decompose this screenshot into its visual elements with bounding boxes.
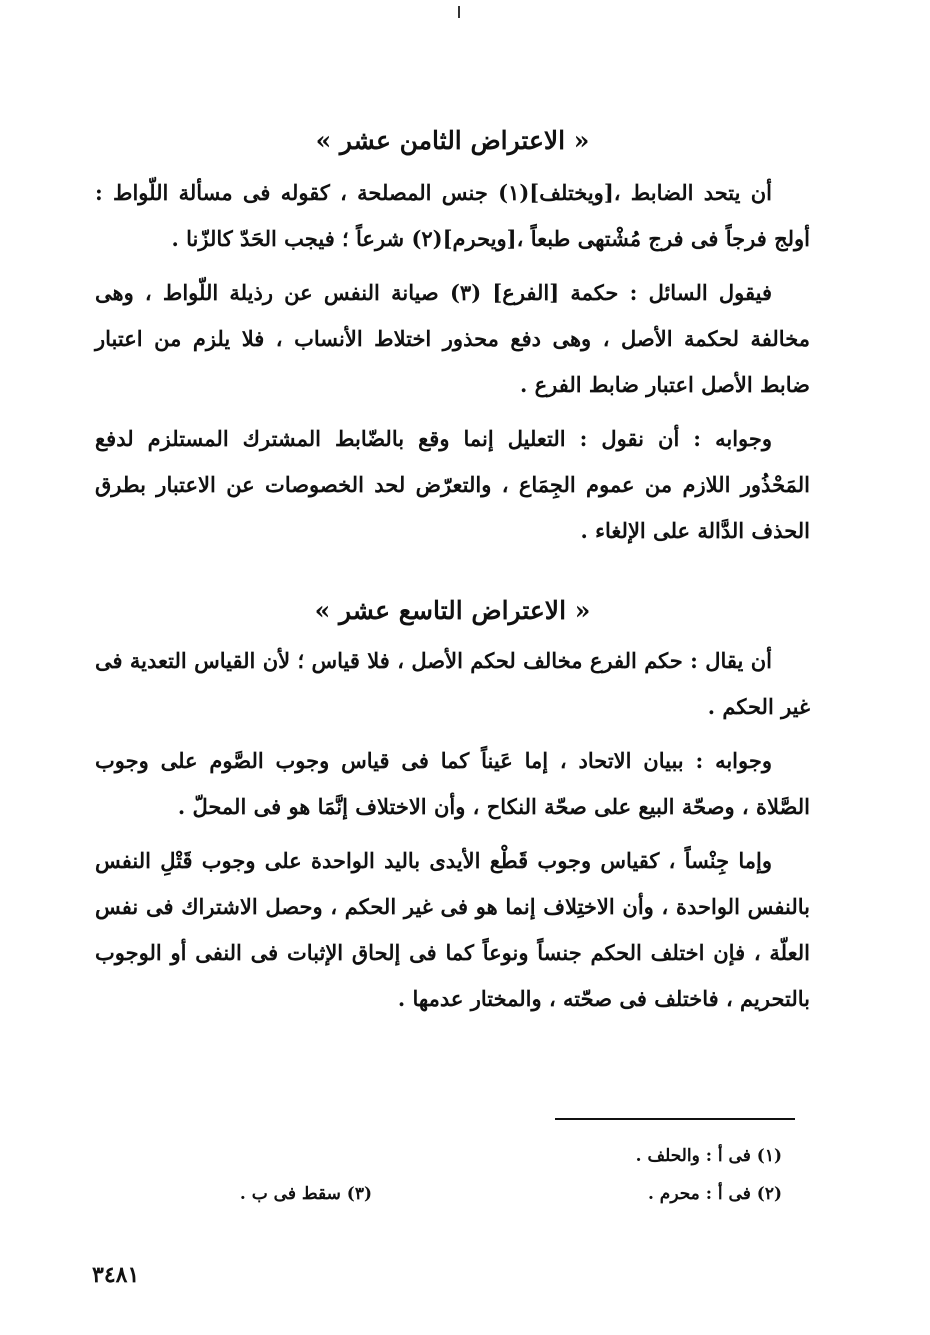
paragraph-18-1: أن يتحد الضابط ،[ويختلف](١) جنس المصلحة ، كقوله فى مسألة اللّواط : أولج فرجاً فى فرج مُشْتهى طبعاً ،[ويحرم](٢) شرعاً ؛ فيجب الحَدّ كالزّنا . [95, 180, 810, 251]
paragraph-19-1: أن يقال : حكم الفرع مخالف لحكم الأصل ، فلا قياس ؛ لأن القياس التعدية فى غير الحكم . [95, 648, 810, 719]
paragraph-18-2: فيقول السائل : حكمة [الفرع] (٣) صيانة النفس عن رذيلة اللّواط ، وهى مخالفة لحكمة الأصل ، وهى دفع محذور اختلاط الأنساب ، فلا يلزم من اعتبار ضابط الأصل اعتبار ضابط الفرع . [95, 280, 810, 397]
footnote-3: (٣) سقط فى ب . [239, 1184, 372, 1204]
paragraph-19-2: وجوابه : ببيان الاتحاد ، إما عَيناً كما فى قياس وجوب الصَّوم على وجوب الصَّلاة ، وصحّة البيع على صحّة النكاح ، وأن الاختلاف إنَّمَا هو فى المحلّ . [95, 748, 810, 819]
page-number: ٣٤٨١ [92, 1262, 140, 1288]
section-heading-18: « الاعتراض الثامن عشر » [315, 126, 590, 155]
paragraph-19-3: وإما جِنْساً ، كقياس وجوب قَطْع الأيدى باليد الواحدة على وجوب قَتْلِ النفس بالنفس الواحدة ، وأن الاختِلاف إنما هو فى غير الحكم ، وحصل الاشتراك فى نفس العلّة ، فإن اختلف الحكم جنساً ونوعاً كما فى إلحاق الإثبات فى النفى أو الوجوب بالتحريم ، فاختلف فى صحّته ، والمختار عدمها . [95, 848, 810, 1011]
paragraph-18-3: وجوابه : أن نقول : التعليل إنما وقع بالضّابط المشترك المستلزم لدفع المَحْذُور اللازم من عموم الجِمَاع ، والتعرّض لحد الخصوصات عن الاعتبار بطرق الحذف الدَّالة على الإلغاء . [95, 426, 810, 543]
section-heading-19: « الاعتراض التاسع عشر » [314, 596, 591, 625]
footnote-1: (١) فى أ : والحلف . [635, 1146, 782, 1166]
footnote-separator [555, 1118, 795, 1120]
section-18-body [95, 170, 810, 554]
scan-mark [458, 6, 460, 18]
footnote-2: (٢) فى أ : محرم . [647, 1184, 782, 1204]
section-19-body [95, 638, 810, 1022]
